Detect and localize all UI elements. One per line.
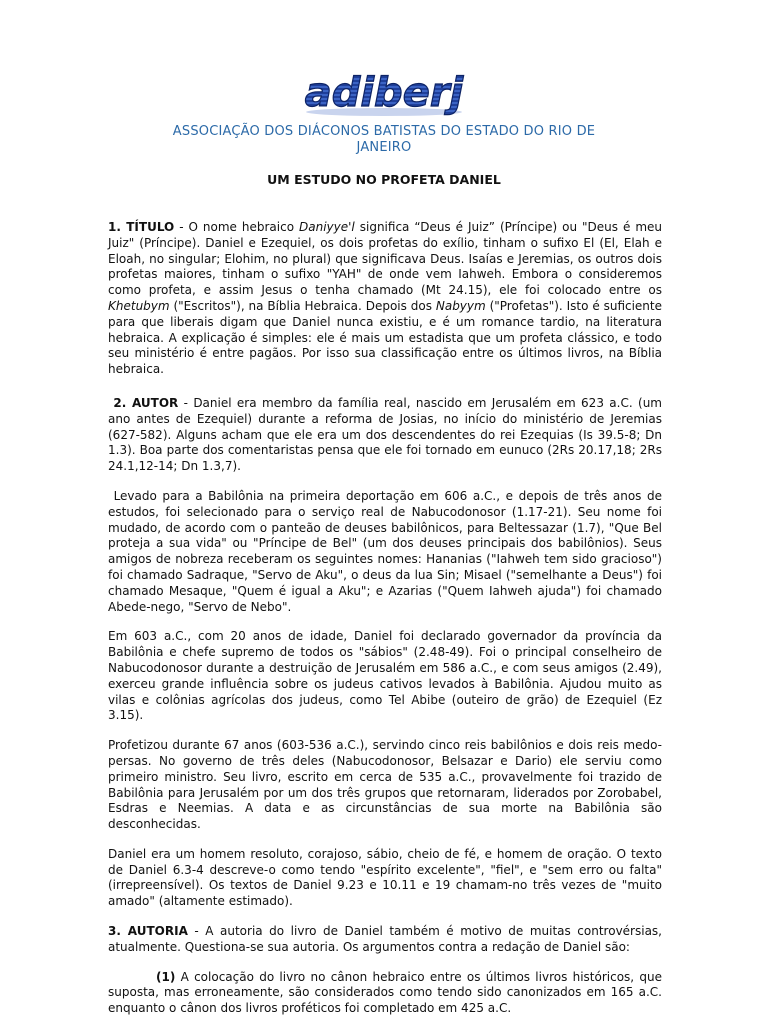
text-run: ("Escritos"), na Bíblia Hebraica. Depois dos	[169, 298, 436, 313]
text-run: significa “Deus é Juiz” (Príncipe) ou "Deus é meu Juiz" (Príncipe). Daniel e Ezequiel, os dois profetas do exílio, tinham o sufixo El (El, Elah e Eloah, no singular; Elohim, no plural) que significava Deus. Isaías e Jeremias, os outros dois profetas maiores, tinham o sufixo "YAH" de onde vem Iahweh. Embora o consideremos como profeta, e assim Jesus o tenha chamado (Mt 24.15), ele foi colocado entre os	[108, 220, 662, 298]
document-body	[108, 220, 662, 1031]
adiberj-logo-graphic	[300, 64, 468, 120]
paragraph-character: Daniel era um homem resoluto, corajoso, sábio, cheio de fé, e homem de oração. O texto de Daniel 6.3-4 descreve-o como tendo "espírito excelente", "fiel", e "sem erro ou falta" (irrepreensível). Os textos de Daniel 9.23 e 10.11 e 19 chamam-no três vezes de "muito amado" (altamente estimado).	[108, 846, 662, 909]
org-line-1: ASSOCIAÇÃO DOS DIÁCONOS BATISTAS DO ESTADO DO RIO DE	[172, 124, 596, 139]
logo-wordmark: adiberj	[304, 70, 464, 116]
autoria-item-1	[108, 970, 662, 1017]
paragraph-prophecy-years: Profetizou durante 67 anos (603-536 a.C.), servindo cinco reis babilônios e dois reis medo-persas. No governo de três deles (Nabucodonosor, Belsazar e Dario) ele serviu como primeiro ministro. Seu livro, escrito em cerca de 535 a.C., provavelmente foi trazido de Babilônia para Jerusalém por um dos três grupos que retornaram, liderados por Zorobabel, Esdras e Neemias. A data e as circunstâncias de sua morte na Babilônia são desconhecidas.	[108, 738, 662, 832]
text-run: - O nome hebraico	[174, 220, 300, 234]
paragraph-governor: Em 603 a.C., com 20 anos de idade, Daniel foi declarado governador da província da Babilônia e chefe supremo de todos os "sábios" (2.48-49). Foi o principal conselheiro de Nabucodonosor durante a destruição de Jerusalém em 586 a.C., e com seus amigos (2.49), exerceu grande influência sobre os judeus cativos levados à Babilônia. Ajudou muito as vilas e colônias agrícolas dos judeus, como Tel Abibe (outeiro de grão) de Ezequiel (Ez 3.15).	[108, 629, 662, 723]
section-autoria	[108, 924, 662, 956]
org-line-2: JANEIRO	[356, 140, 412, 155]
text-run: A colocação do livro no cânon hebraico entre os últimos livros históricos, que suposta, mas erroneamente, são considerados como tendo sido canonizados em 165 a.C. enquanto o cânon dos livros proféticos foi completado em 425 a.C.	[108, 969, 662, 1016]
text-run: ("Profetas"). Isto é suficiente para que liberais digam que Daniel nunca existiu, e é um romance tardio, na literatura hebraica. A explicação é simples: ele é mais um estadista que um profeta clássico, e todo seu ministério é entre pagãos. Por isso sua classificação entre os últimos livros, na Bíblia hebraica.	[108, 298, 663, 377]
italic-term: Khetubym	[108, 298, 170, 313]
section-label: 1. TÍTULO	[108, 220, 175, 234]
section-label: 3. AUTORIA	[108, 924, 188, 939]
item-label: (1)	[156, 969, 176, 984]
section-titulo	[108, 220, 662, 378]
adiberj-logo	[300, 64, 468, 120]
document-title: UM ESTUDO NO PROFETA DANIEL	[267, 172, 501, 187]
italic-term: Daniyye'l	[299, 220, 355, 234]
paragraph-deportation	[108, 489, 662, 615]
section-autor	[108, 396, 662, 475]
text-run: - Daniel era membro da família real, nascido em Jerusalém em 623 a.C. (um ano antes de Ezequiel) durante a reforma de Josias, no início do ministério de Jeremias (627-582). Alguns acham que ele era um dos descendentes do rei Ezequias (Is 39.5-8; Dn 1.3). Boa parte dos comentaristas pensa que ele foi tornado em eunuco (2Rs 20.17,18; 2Rs 24.1,12-14; Dn 1.3,7).	[108, 395, 662, 474]
italic-term: Nabyym	[435, 298, 486, 313]
section-label: 2. AUTOR	[113, 395, 179, 410]
text-run: - A autoria do livro de Daniel também é motivo de muitas controvérsias, atualmente. Questiona-se sua autoria. Os argumentos contra a redação de Daniel são:	[108, 924, 662, 954]
text-run: Levado para a Babilônia na primeira deportação em 606 a.C., e depois de três anos de estudos, foi selecionado para o serviço real de Nabucodonosor (1.17-21). Seu nome foi mudado, de acordo com o panteão de deuses babilônicos, para Beltessazar (1.7), "Que Bel proteja a sua vida" ou "Príncipe de Bel" (um dos deuses principais dos babilônios). Seus amigos de nobreza receberam os seguintes nomes: Hananias ("Iahweh tem sido gracioso") foi chamado Sadraque, "Servo de Aku", o deus da lua Sin; Misael ("semelhante a Deus") foi chamado Mesaque, "Quem é igual a Aku"; e Azarias ("Quem Iahweh ajuda") foi chamado Abede-nego, "Servo de Nebo".	[108, 488, 662, 614]
organization-name	[0, 124, 768, 156]
